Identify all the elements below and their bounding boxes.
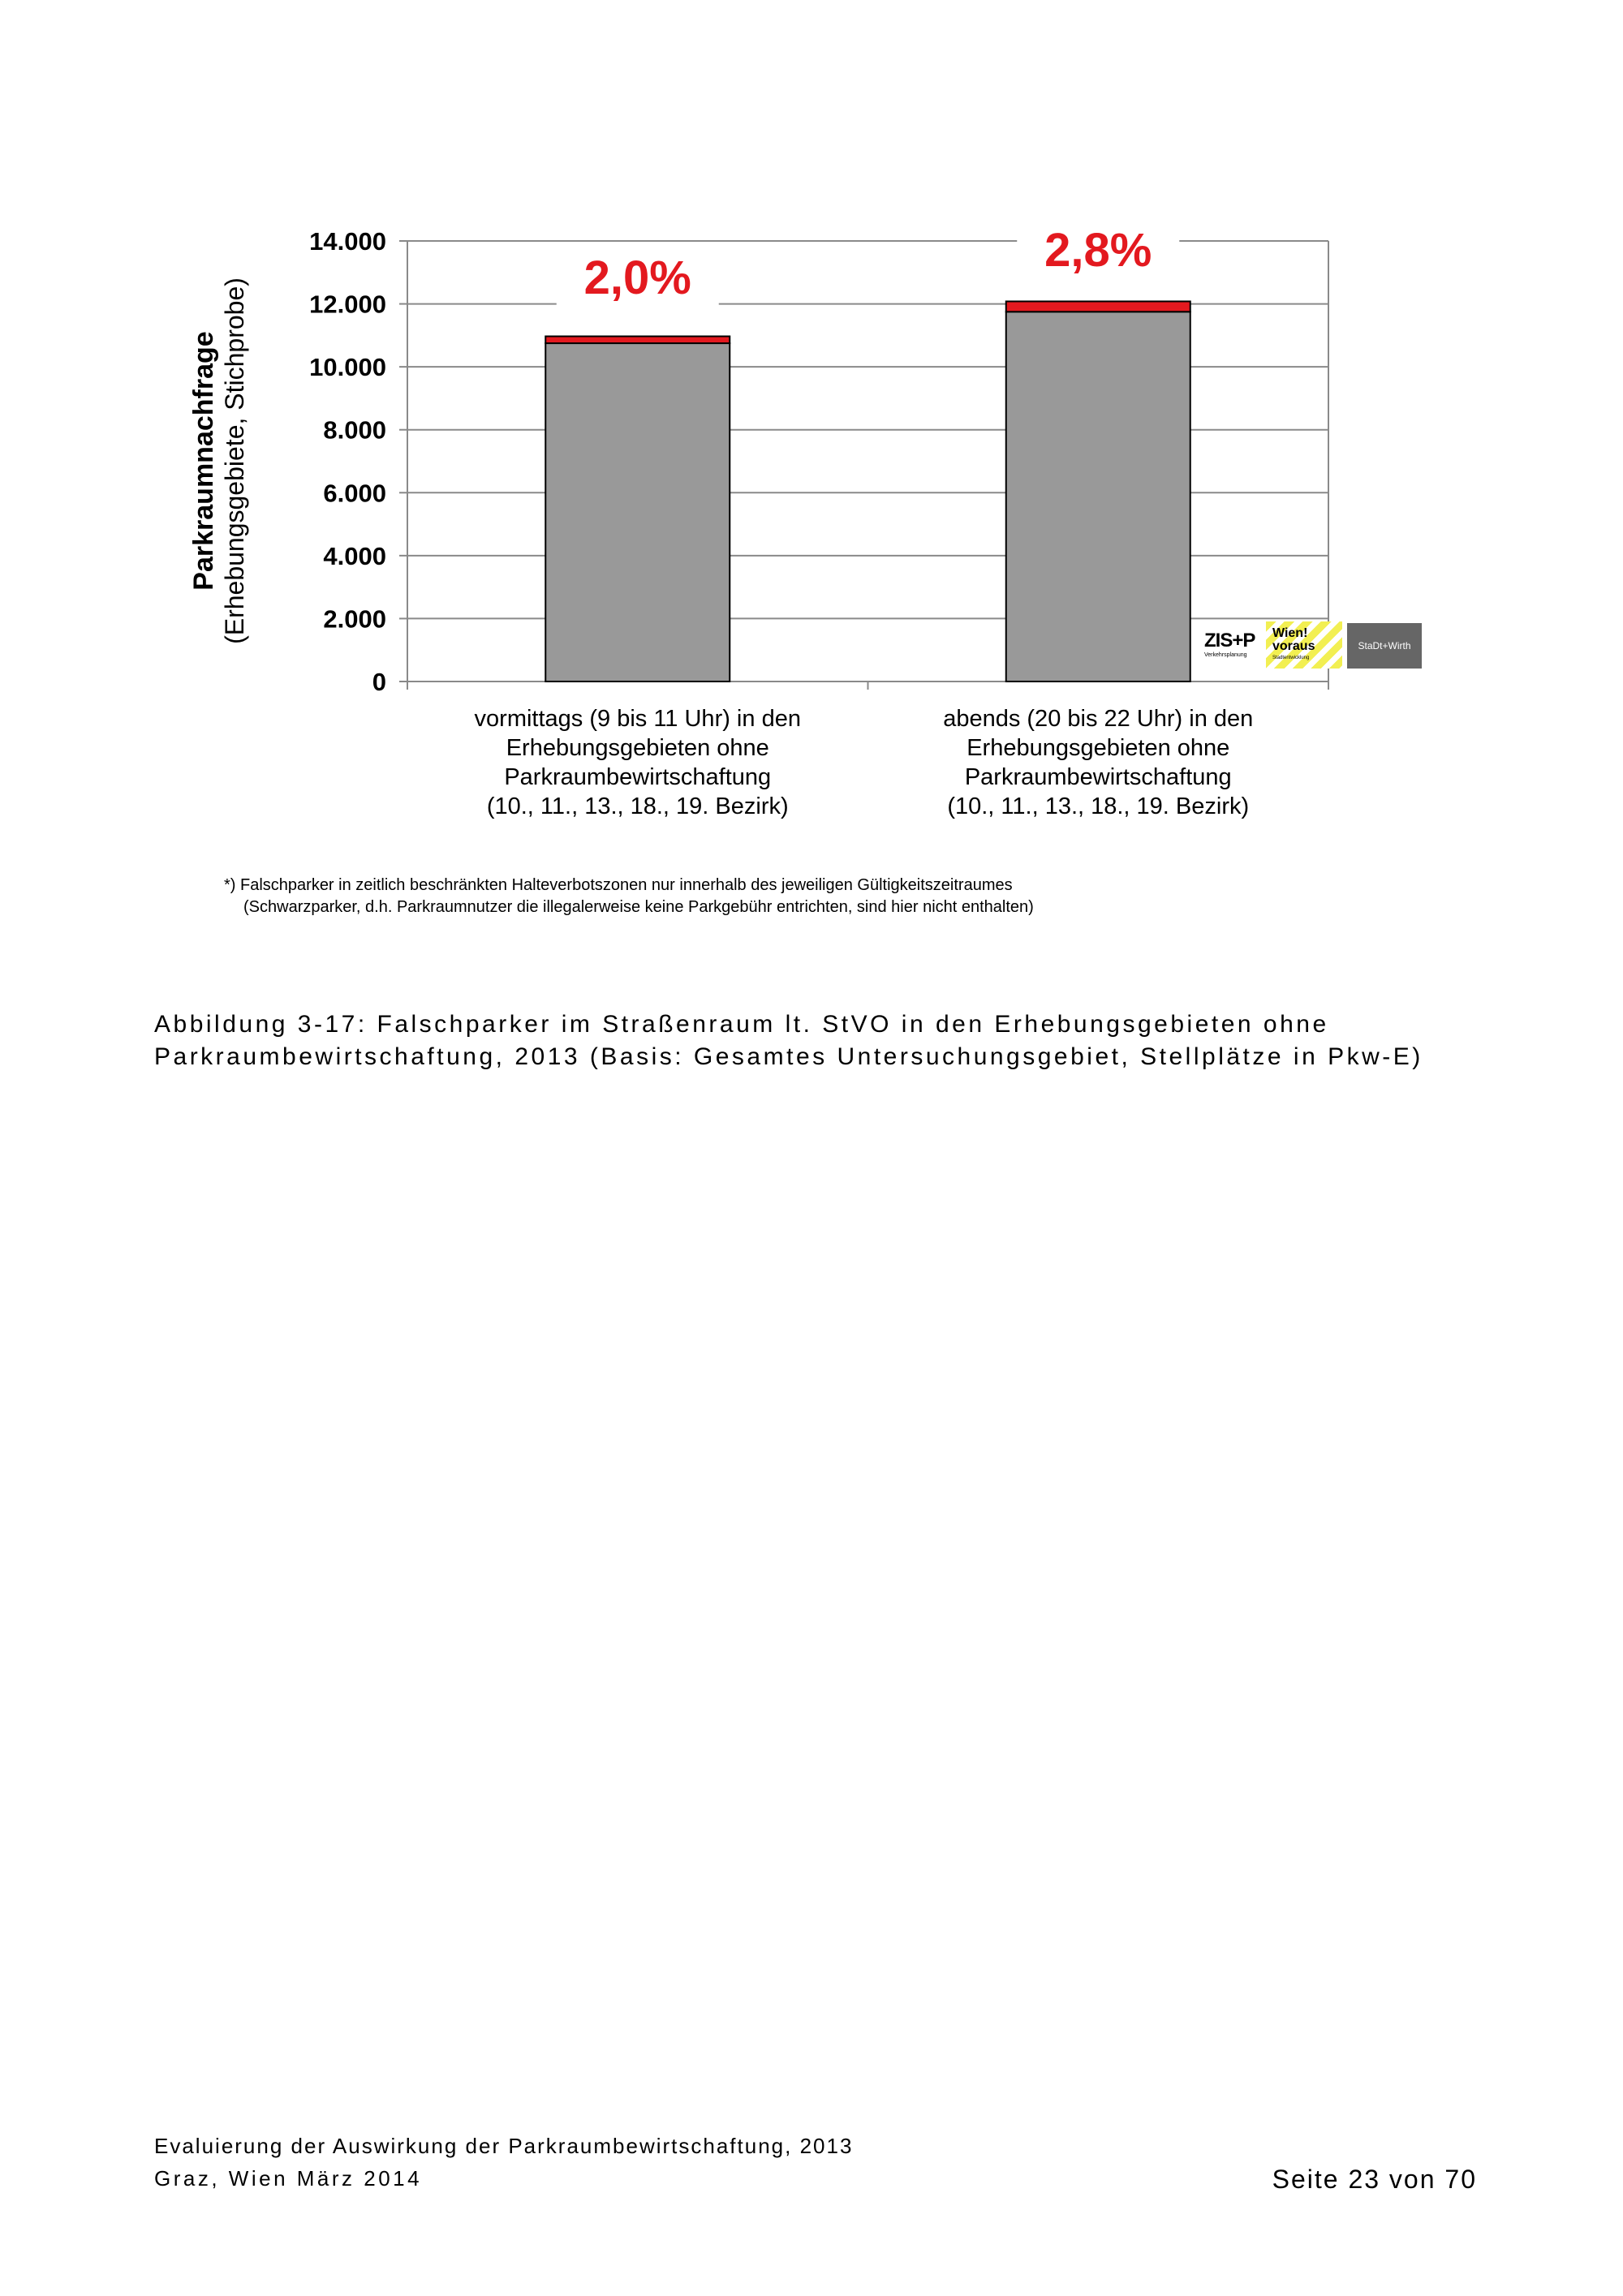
wien-logo-text-1: Wien! [1272, 626, 1308, 640]
zis-p-logo [1199, 623, 1264, 665]
x-category-label: (10., 11., 13., 18., 19. Bezirk) [947, 793, 1250, 819]
y-tick-label: 10.000 [309, 353, 386, 382]
y-axis-title: Parkraumnachfrage [188, 331, 219, 591]
bar-falschparker [1006, 301, 1190, 312]
chart-footnote [224, 875, 1034, 918]
x-category-label: vormittags (9 bis 11 Uhr) in den [474, 706, 801, 732]
x-category-label: Parkraumbewirtschaftung [964, 764, 1232, 790]
x-category-label: Parkraumbewirtschaftung [504, 764, 772, 790]
wien-logo-text-3: Stadtentwicklung [1272, 656, 1310, 660]
wien-voraus-logo [1266, 621, 1342, 669]
y-axis-subtitle: (Erhebungsgebiete, Stichprobe) [220, 277, 249, 644]
page-number: Seite 23 von 70 [1272, 2165, 1477, 2194]
x-category-label: (10., 11., 13., 18., 19. Bezirk) [486, 793, 789, 819]
x-category-label: abends (20 bis 22 Uhr) in den [943, 706, 1254, 732]
y-tick-label: 12.000 [309, 290, 386, 319]
footnote-line-1: *) Falschparker in zeitlich beschränkten Halteverbotszonen nur innerhalb des jeweiligen Gültigkeitszeitraumes [224, 876, 1013, 894]
footnote-line-2: (Schwarzparker, d.h. Parkraumnutzer die illegalerweise keine Parkgebühr entrichten, sind hier nicht enthalten) [243, 898, 1034, 916]
bar-legal [545, 343, 730, 681]
footer-place-date: Graz, Wien März 2014 [154, 2166, 423, 2191]
x-category-label: Erhebungsgebieten ohne [966, 735, 1230, 761]
y-tick-label: 0 [372, 668, 386, 696]
zis-p-logo-text: ZIS+P [1204, 630, 1255, 651]
stadt-wirth-logo [1347, 623, 1422, 669]
y-tick-label: 6.000 [323, 479, 386, 508]
wien-logo-text-2: voraus [1272, 639, 1315, 653]
annotation-label: 2,0% [583, 252, 691, 304]
bar-legal [1006, 312, 1190, 681]
figure-caption: Abbildung 3-17: Falschparker im Straßenraum lt. StVO in den Erhebungsgebieten ohne Parkraumbewirtschaftung, 2013 (Basis: Gesamtes Untersuchungsgebiet, Stellplätze in Pkw-E) [154, 1011, 1423, 1070]
stadt-wirth-logo-text: StaDt+Wirth [1358, 640, 1411, 651]
y-tick-label: 2.000 [323, 604, 386, 634]
y-tick-label: 14.000 [309, 227, 386, 256]
y-tick-label: 4.000 [323, 541, 386, 570]
footer-title: Evaluierung der Auswirkung der Parkraumbewirtschaftung, 2013 [154, 2134, 854, 2158]
y-tick-label: 8.000 [323, 415, 386, 445]
zis-p-logo-subtext: Verkehrsplanung [1204, 652, 1247, 658]
bar-falschparker [545, 337, 730, 344]
x-category-label: Erhebungsgebieten ohne [506, 735, 769, 761]
bar-chart [0, 0, 1623, 860]
annotation-label: 2,8% [1044, 224, 1152, 277]
